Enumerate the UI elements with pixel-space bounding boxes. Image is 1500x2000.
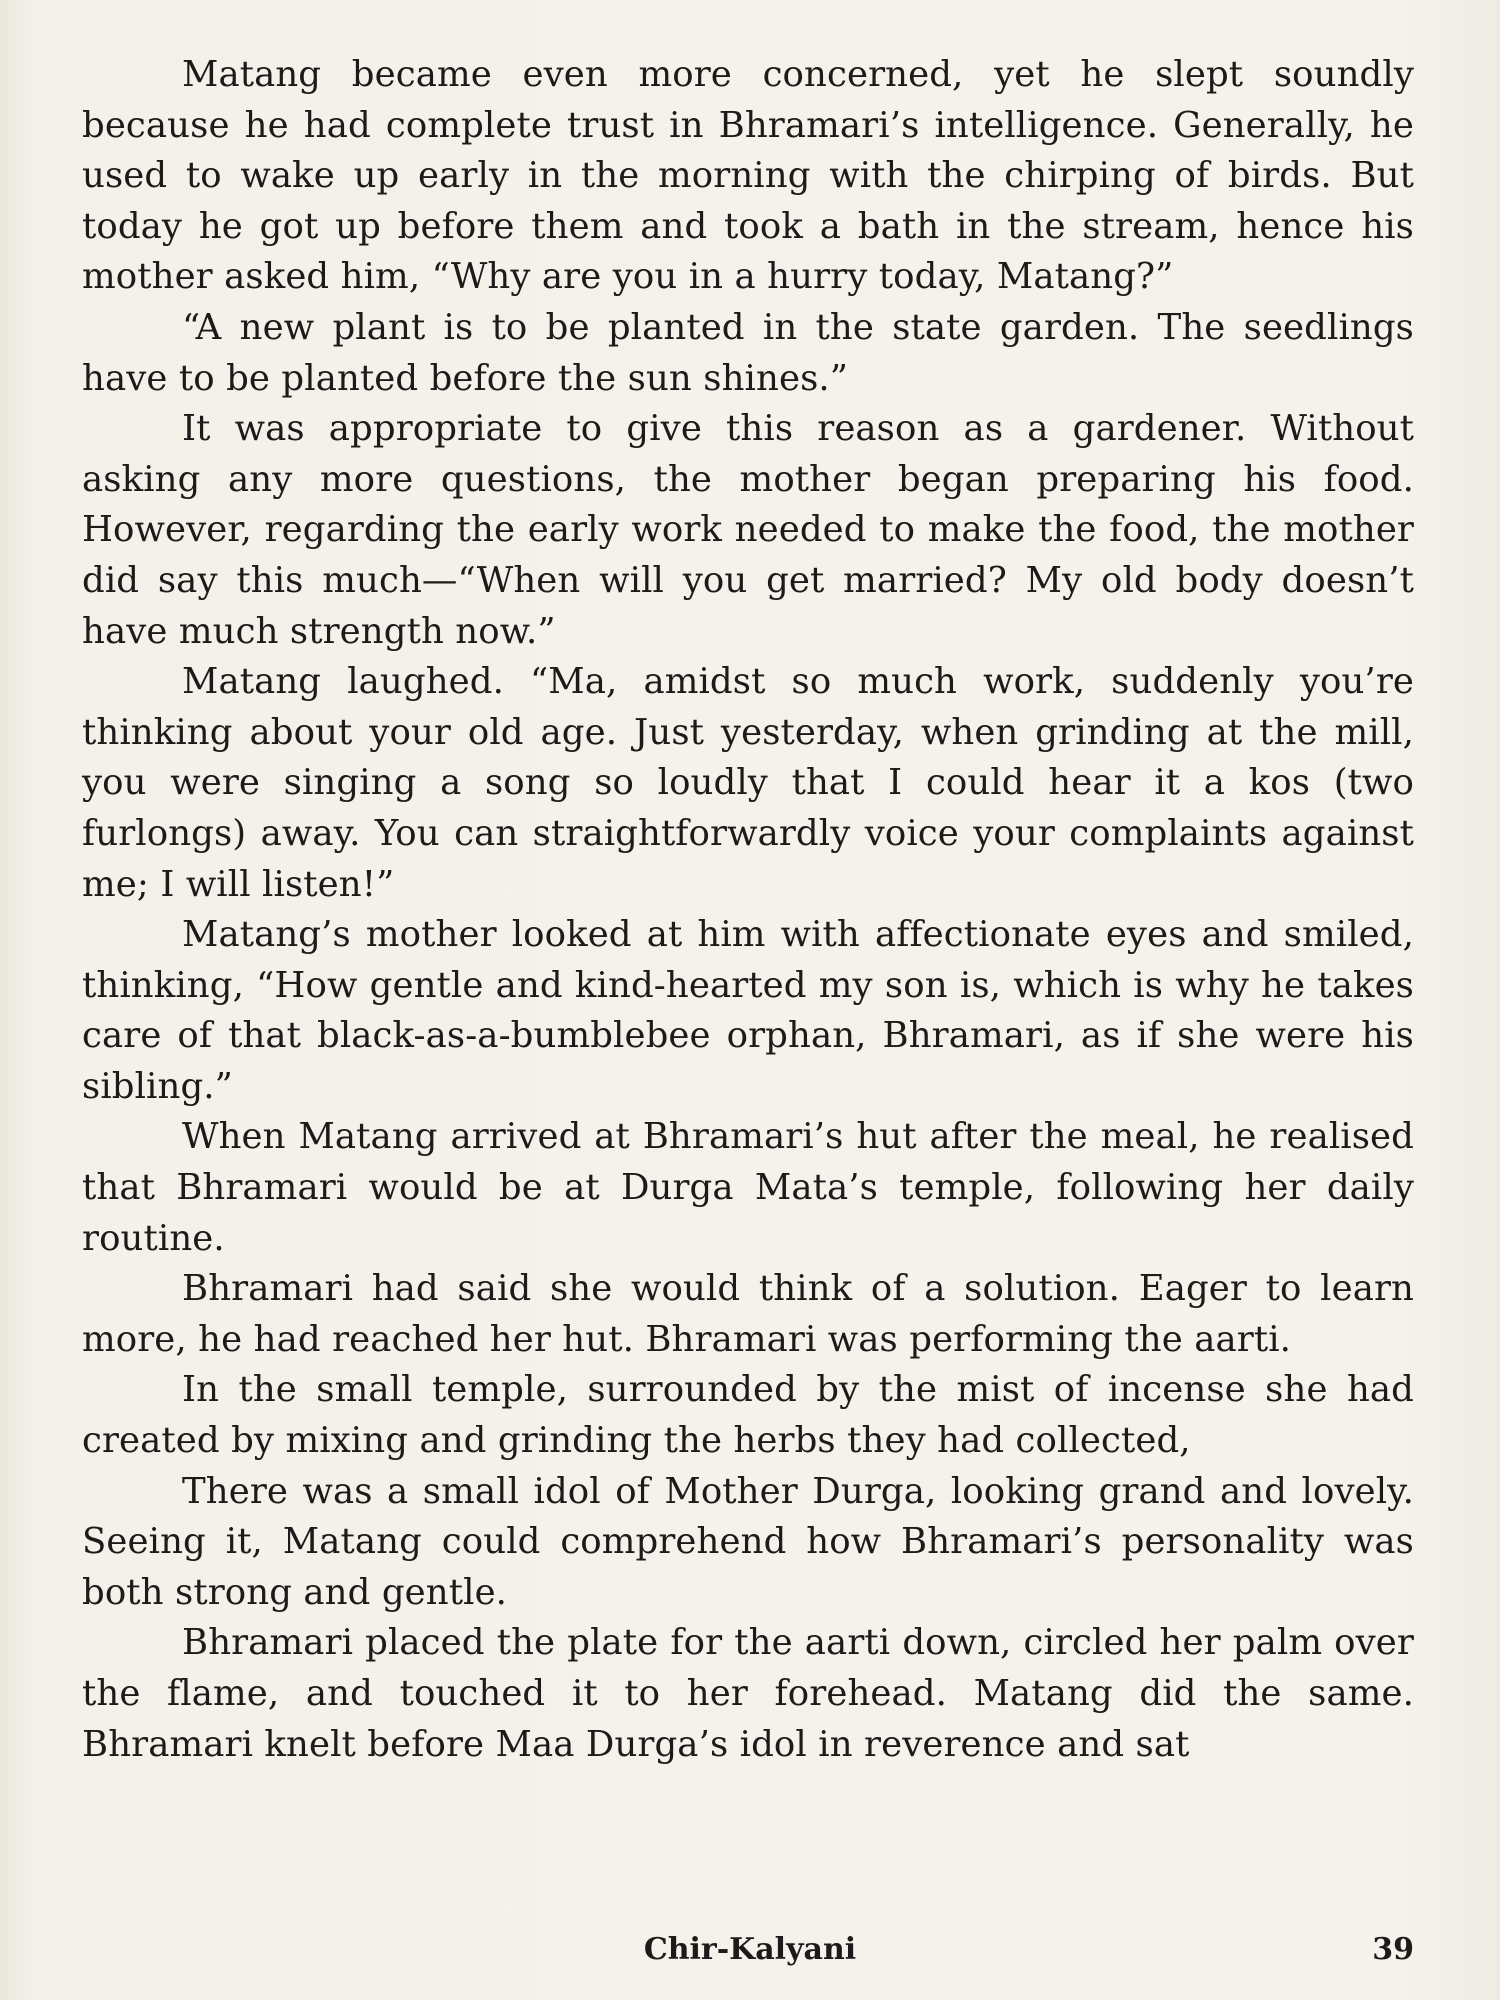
paragraph: When Matang arrived at Bhramari’s hut after the meal, he realised that Bhramari would be at Durga Mata’s temple, following her daily routine. <box>82 1116 1414 1259</box>
page-body-text <box>82 50 1414 1770</box>
paragraph: Bhramari placed the plate for the aarti down, circled her palm over the flame, and touched it to her forehead. Matang did the same. Bhramari knelt before Maa Durga’s idol in reverence and sat <box>82 1622 1414 1765</box>
running-footer-title: Chir-Kalyani <box>643 1932 857 1967</box>
paragraph: Matang laughed. “Ma, amidst so much work, suddenly you’re thinking about your old age. Just yesterday, when grinding at the mill, you were singing a song so loudly that I could hear it a kos (two furlongs) away. You can straightforwardly voice your complaints against me; I will listen!” <box>82 661 1414 905</box>
paragraph: Matang became even more concerned, yet he slept soundly because he had complete trust in Bhramari’s intelligence. Generally, he used to wake up early in the morning with the chirping of birds. But today he got up before them and took a bath in the stream, hence his mother asked him, “Why are you in a hurry today, Matang?” <box>82 54 1414 298</box>
paragraph: Matang’s mother looked at him with affectionate eyes and smiled, thinking, “How gentle and kind-hearted my son is, which is why he takes care of that black-as-a-bumblebee orphan, Bhramari, as if she were his sibling.” <box>82 914 1414 1107</box>
paragraph: “A new plant is to be planted in the state garden. The seedlings have to be planted before the sun shines.” <box>82 306 1414 399</box>
paragraph: There was a small idol of Mother Durga, looking grand and lovely. Seeing it, Matang could comprehend how Bhramari’s personality was both strong and gentle. <box>82 1470 1414 1613</box>
paragraph: In the small temple, surrounded by the mist of incense she had created by mixing and grinding the herbs they had collected, <box>82 1369 1414 1462</box>
page-number: 39 <box>1372 1932 1414 1967</box>
paragraph: Bhramari had said she would think of a solution. Eager to learn more, he had reached her hut. Bhramari was performing the aarti. <box>82 1268 1414 1360</box>
paragraph: It was appropriate to give this reason as a gardener. Without asking any more questions, the mother began preparing his food. However, regarding the early work needed to make the food, the mother did say this much—“When will you get married? My old body doesn’t have much strength now.” <box>82 408 1414 652</box>
